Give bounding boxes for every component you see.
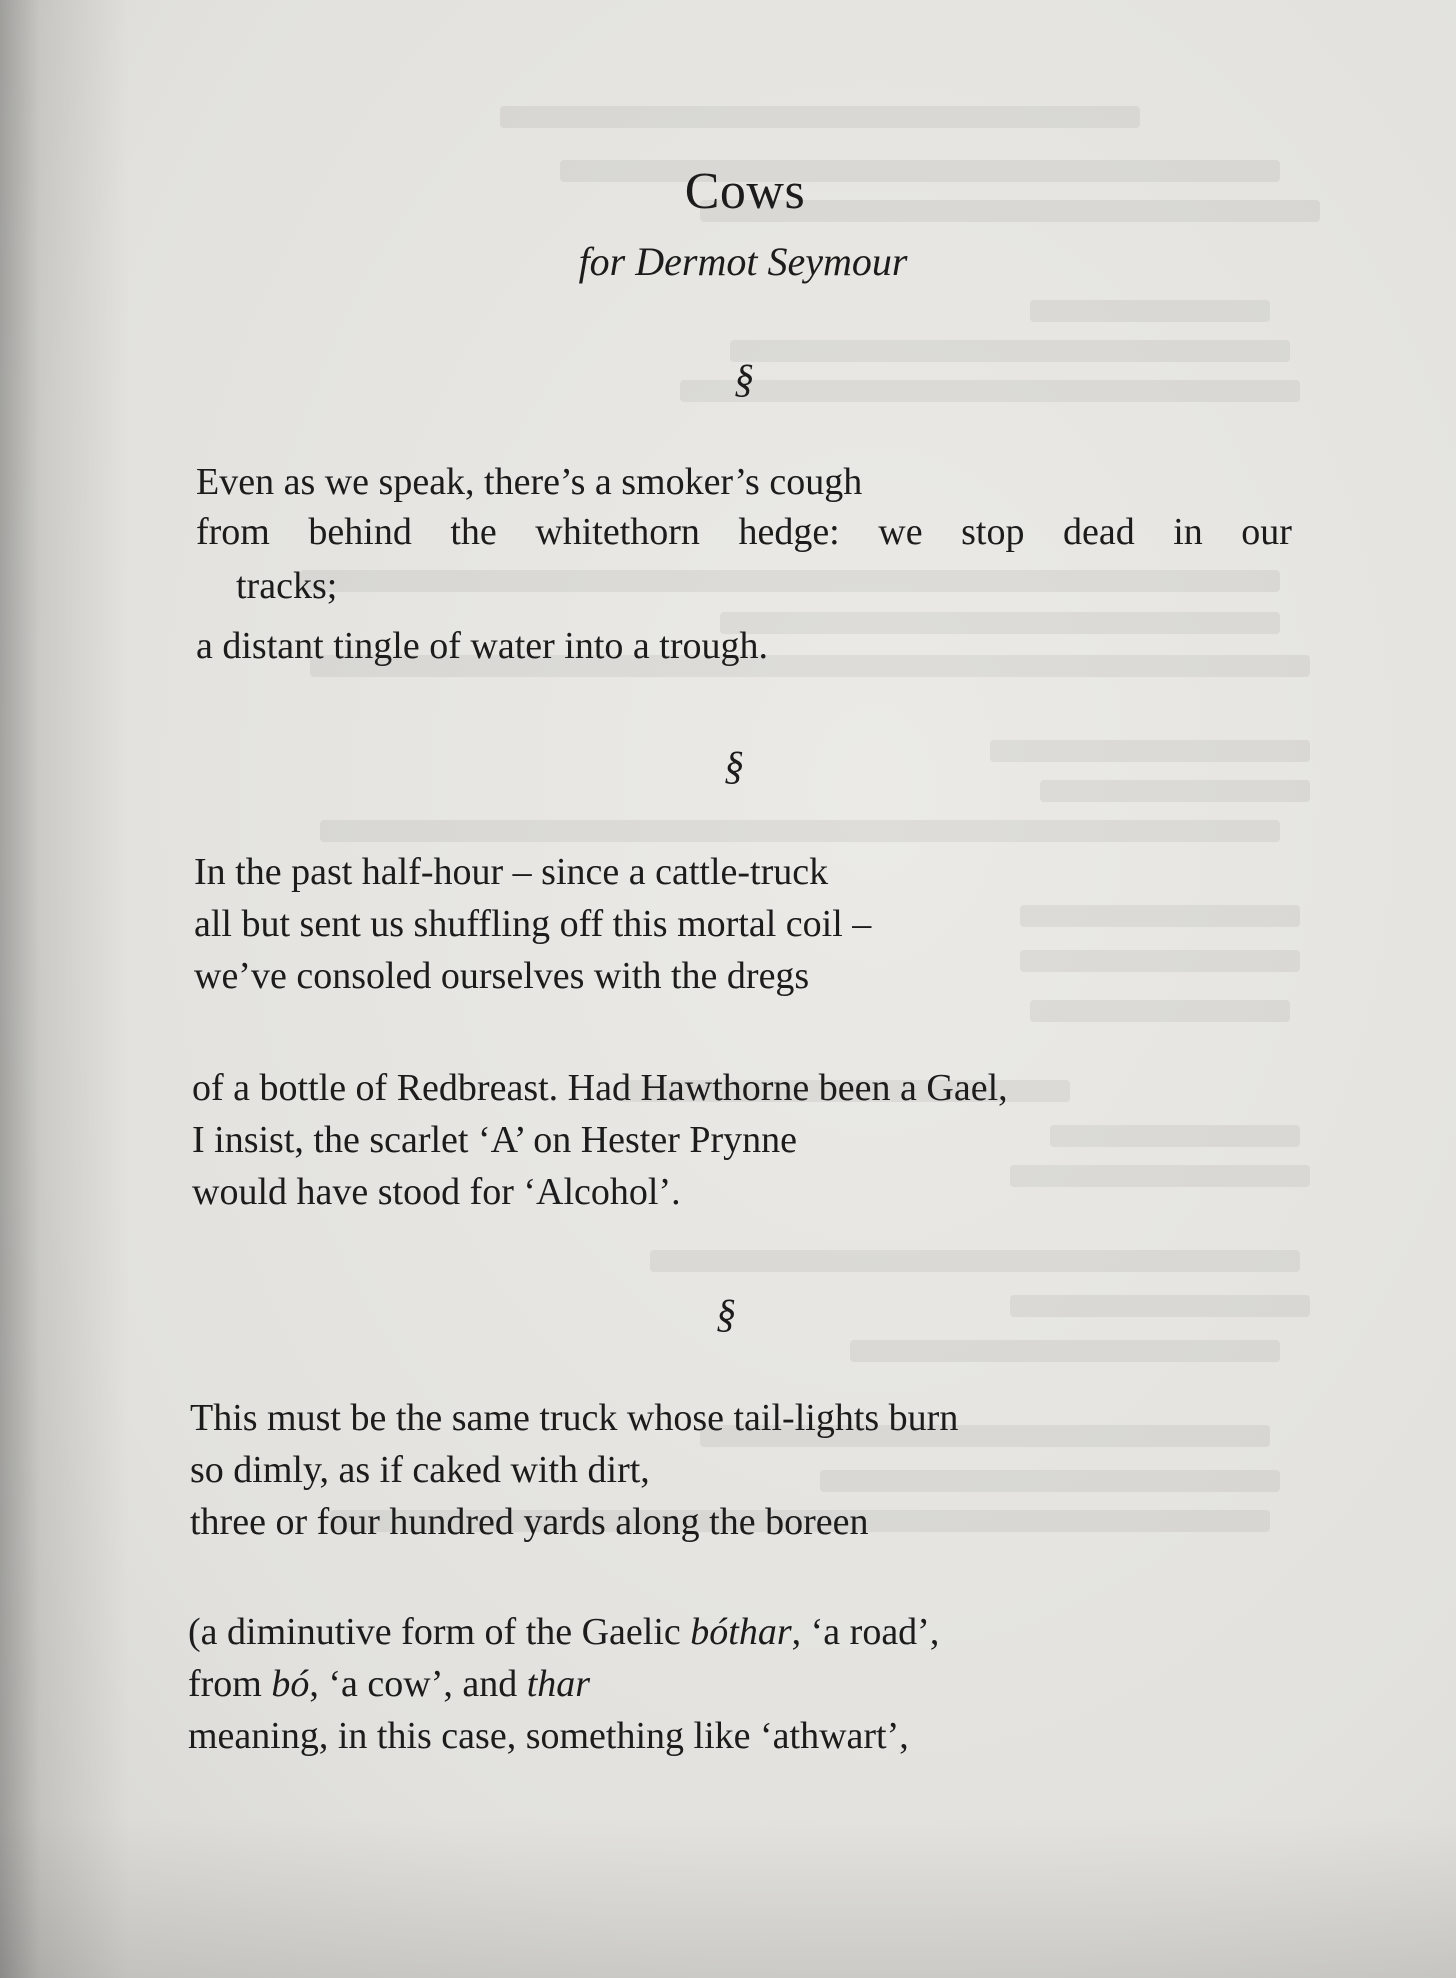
text: , ‘a road’, [791,1611,940,1653]
word: whitethorn [535,511,700,553]
italic-word: bóthar [690,1611,792,1653]
stanza3-line3: would have stood for ‘Alcohol’. [192,1171,681,1213]
stanza4-line2: so dimly, as if caked with dirt, [190,1449,650,1491]
poem-dedication: for Dermot Seymour [578,239,908,284]
text: from [188,1663,272,1705]
stanza1-line3: a distant tingle of water into a trough. [196,625,768,667]
word: the [450,511,497,553]
stanza3-line1: of a bottle of Redbreast. Had Hawthorne been a Gael, [192,1067,1008,1109]
text: , ‘a cow’, and [309,1663,527,1705]
section-mark-3: § [716,1291,736,1336]
stanza1-line1: Even as we speak, there’s a smoker’s cough [196,461,863,503]
stanza1-line2 [196,510,1292,554]
italic-word: bó [271,1663,310,1705]
poem-title: Cows [684,163,806,220]
stanza2-line1: In the past half-hour – since a cattle-truck [194,851,829,893]
word: hedge: [738,511,840,553]
word: from [196,511,270,553]
stanza4-line3: three or four hundred yards along the boreen [190,1501,869,1543]
stanza3-line2: I insist, the scarlet ‘A’ on Hester Prynne [192,1119,798,1161]
word: in [1173,511,1203,553]
word: we [878,511,923,553]
word: our [1241,511,1292,553]
stanza2-line2: all but sent us shuffling off this mortal coil – [194,903,872,945]
stanza5-line1 [188,1610,939,1654]
word: dead [1062,511,1135,553]
stanza4-line1: This must be the same truck whose tail-lights burn [190,1397,959,1439]
word: behind [308,511,412,553]
stanza5-line3: meaning, in this case, something like ‘athwart’, [188,1715,909,1757]
word: stop [961,511,1025,553]
stanza5-line2 [188,1662,590,1706]
text: (a diminutive form of the Gaelic [188,1611,691,1653]
stanza1-line2-continuation: tracks; [236,565,338,607]
italic-word: thar [526,1663,591,1705]
section-mark-1: § [734,356,754,401]
section-mark-2: § [724,743,744,788]
stanza2-line3: we’ve consoled ourselves with the dregs [194,955,810,997]
